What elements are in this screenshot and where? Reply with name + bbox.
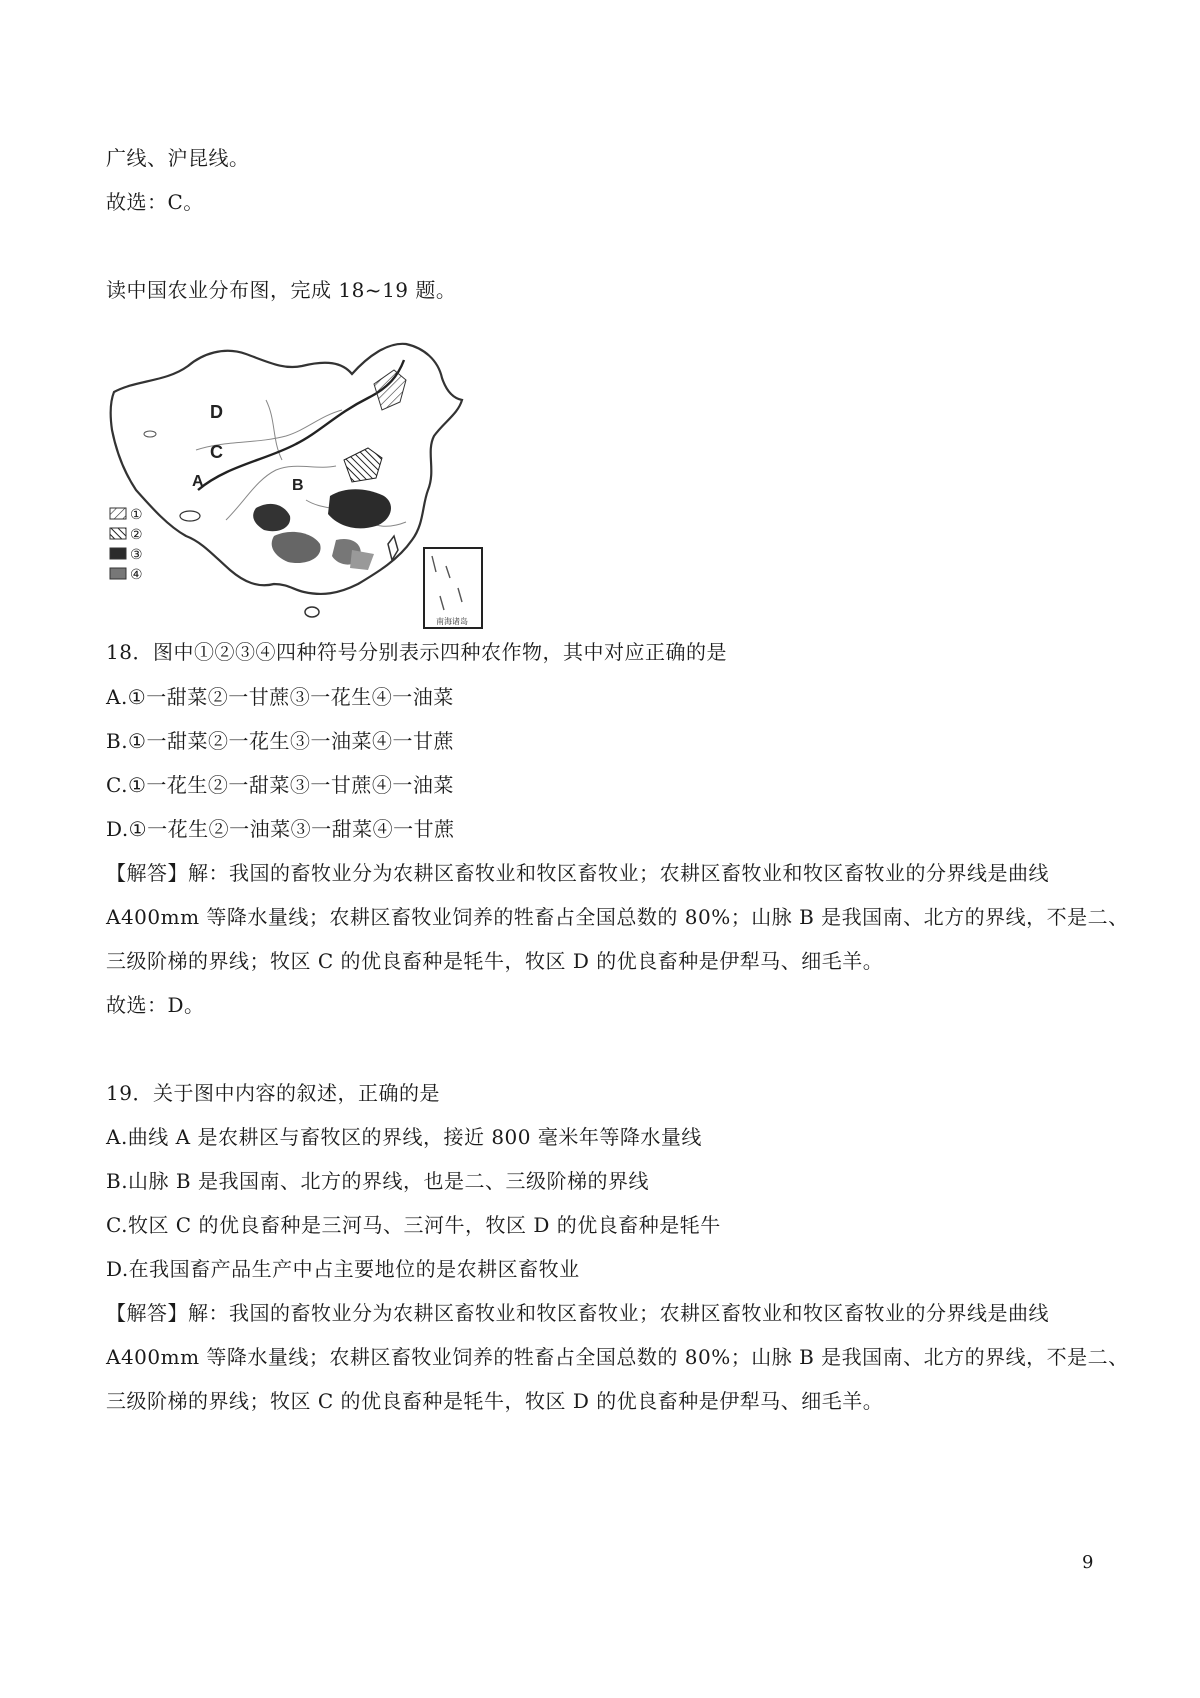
q19-option-c: C.牧区 C 的优良畜种是三河马、三河牛，牧区 D 的优良畜种是牦牛	[106, 1213, 721, 1237]
map-label-b: B	[292, 477, 304, 494]
map-label-a: A	[192, 473, 204, 490]
prev-answer-choice: 故选：C。	[106, 190, 204, 214]
page-number: 9	[1082, 1552, 1094, 1573]
q19-analysis-line-2: A400mm 等降水量线；农耕区畜牧业饲养的牲畜占全国总数的 80%；山脉 B 是我国南、北方的界线，不是二、	[106, 1345, 1129, 1369]
legend-item-3: ③	[130, 547, 143, 563]
q19-stem: 19．关于图中内容的叙述，正确的是	[106, 1081, 440, 1105]
map-label-d: D	[210, 402, 223, 422]
inset-caption: 南海诸岛	[436, 617, 468, 626]
q18-analysis-line-2: A400mm 等降水量线；农耕区畜牧业饲养的牲畜占全国总数的 80%；山脉 B 是我国南、北方的界线，不是二、	[106, 905, 1129, 929]
q18-option-c: C.①一花生②一甜菜③一甘蔗④一油菜	[106, 773, 454, 797]
legend-item-4: ④	[130, 567, 143, 583]
q18-answer: 故选：D。	[106, 993, 205, 1017]
q19-option-a: A.曲线 A 是农耕区与畜牧区的界线，接近 800 毫米年等降水量线	[106, 1125, 702, 1149]
q18-analysis-line-3: 三级阶梯的界线；牧区 C 的优良畜种是牦牛，牧区 D 的优良畜种是伊犁马、细毛羊。	[106, 949, 884, 973]
question-prompt: 读中国农业分布图，完成 18~19 题。	[106, 278, 457, 302]
q18-option-b: B.①一甜菜②一花生③一油菜④一甘蔗	[106, 729, 454, 753]
q18-stem: 18．图中①②③④四种符号分别表示四种农作物，其中对应正确的是	[106, 640, 727, 664]
q19-analysis-line-3: 三级阶梯的界线；牧区 C 的优良畜种是牦牛，牧区 D 的优良畜种是伊犁马、细毛羊。	[106, 1389, 884, 1413]
q19-option-d: D.在我国畜产品生产中占主要地位的是农耕区畜牧业	[106, 1257, 580, 1281]
q19-option-b: B.山脉 B 是我国南、北方的界线，也是二、三级阶梯的界线	[106, 1169, 649, 1193]
q18-option-a: A.①一甜菜②一甘蔗③一花生④一油菜	[106, 685, 454, 709]
q18-option-d: D.①一花生②一油菜③一甜菜④一甘蔗	[106, 817, 455, 841]
south-china-sea-inset	[424, 548, 482, 628]
map-label-c: C	[210, 442, 223, 462]
map-legend	[110, 507, 143, 583]
legend-item-1: ①	[130, 507, 143, 523]
legend-item-2: ②	[130, 527, 143, 543]
china-agriculture-map	[106, 340, 524, 664]
prev-answer-text: 广线、沪昆线。	[106, 146, 250, 170]
q19-analysis-line-1: 【解答】解：我国的畜牧业分为农耕区畜牧业和牧区畜牧业；农耕区畜牧业和牧区畜牧业的分界线是曲线	[106, 1301, 1049, 1325]
q18-analysis-line-1: 【解答】解：我国的畜牧业分为农耕区畜牧业和牧区畜牧业；农耕区畜牧业和牧区畜牧业的分界线是曲线	[106, 861, 1049, 885]
